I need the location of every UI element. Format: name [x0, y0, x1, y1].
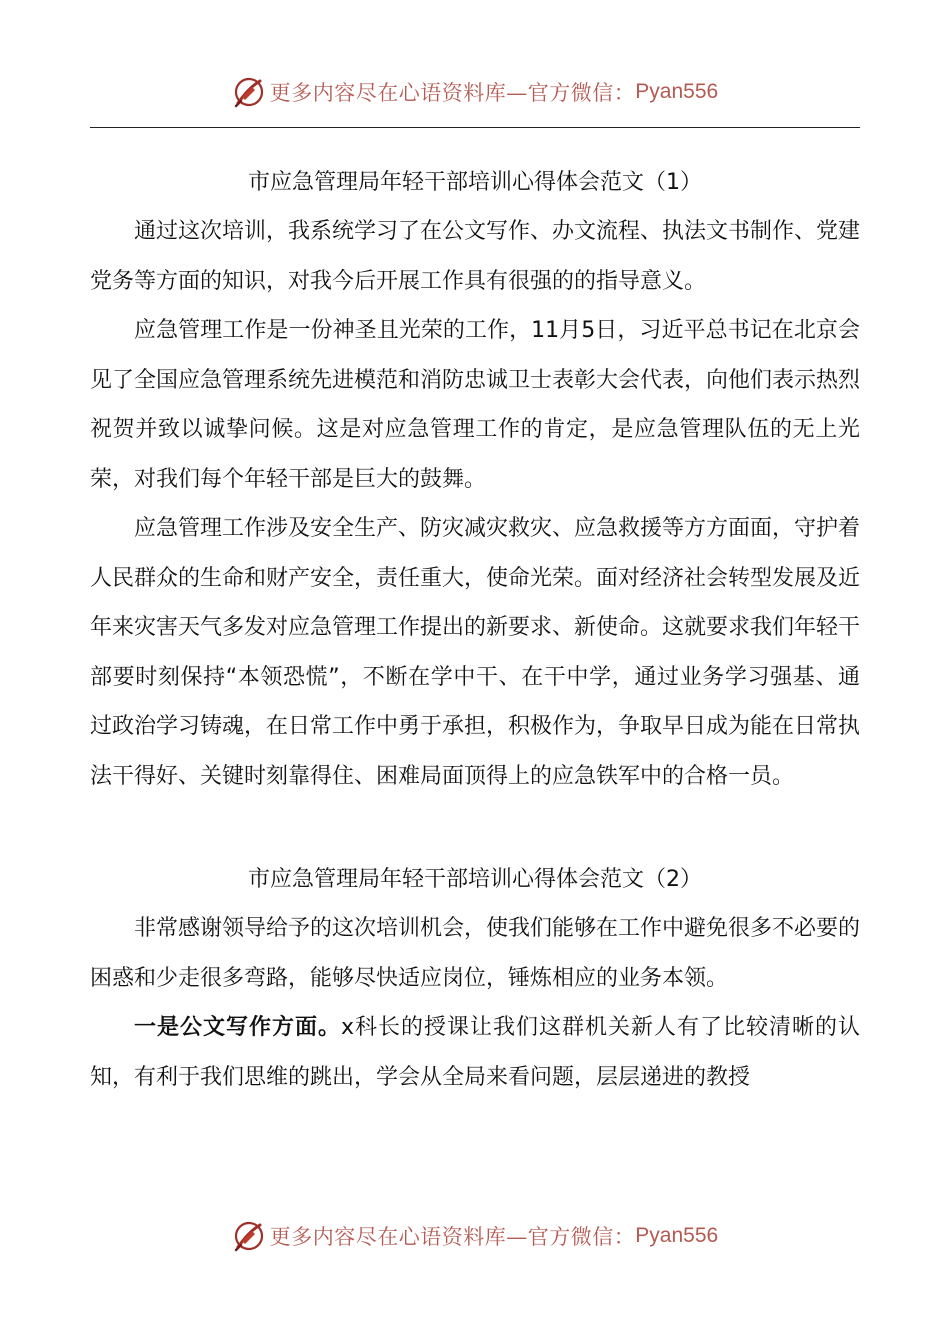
section-2-title: 市应急管理局年轻干部培训心得体会范文（2）: [248, 867, 702, 892]
section-1-title: 市应急管理局年轻干部培训心得体会范文（1）: [248, 170, 702, 195]
point-1-heading: 一是公文写作方面。: [134, 1015, 341, 1040]
section-2-point-1: [90, 1003, 860, 1102]
banner-text: 更多内容尽在心语资料库—官方微信：: [269, 1225, 636, 1249]
banner-wechat-id: Pyan556: [635, 80, 719, 103]
section-spacer: [90, 801, 860, 855]
point-1-text: x科长的授课让我们这群机关新人有了比较清晰的认知，有利于我们思维的跳出，学会从全局来看问题，层层递进的教授: [90, 1015, 860, 1090]
footer-banner: [0, 1214, 950, 1258]
section-2-paragraph: 非常感谢领导给予的这次培训机会，使我们能够在工作中避免很多不必要的困惑和少走很多弯路，能够尽快适应岗位，锤炼相应的业务本领。: [90, 916, 861, 991]
section-1-paragraph: 应急管理工作涉及安全生产、防灾减灾救灾、应急救援等方方面面，守护着人民群众的生命和财产安全，责任重大，使命光荣。面对经济社会转型发展及近年来灾害天气多发对应急管理工作提出的新要求、新使命。这就要求我们年轻干部要时刻保持“本领恐慌”，不断在学中干、在干中学，通过业务学习强基、通过政治学习铸魂，在日常工作中勇于承担，积极作为，争取早日成为能在日常执法干得好、关键时刻靠得住、困难局面顶得上的应急铁军中的合格一员。: [90, 516, 861, 789]
header-divider: [90, 127, 860, 128]
pen-logo-icon: [232, 75, 266, 109]
section-1-paragraph: 应急管理工作是一份神圣且光荣的工作，11月5日，习近平总书记在北京会见了全国应急管理系统先进模范和消防忠诚卫士表彰大会代表，向他们表示热烈祝贺并致以诚挚问候。这是对应急管理工作的肯定，是应急管理队伍的无上光荣，对我们每个年轻干部是巨大的鼓舞。: [90, 318, 861, 492]
pen-logo-icon: [232, 1219, 266, 1253]
document-body: [90, 158, 860, 1102]
banner-text: 更多内容尽在心语资料库—官方微信：: [269, 81, 636, 105]
banner-wechat-id: Pyan556: [635, 1224, 719, 1247]
header-banner: [0, 70, 950, 114]
section-1-paragraph: 通过这次培训，我系统学习了在公文写作、办文流程、执法文书制作、党建党务等方面的知识，对我今后开展工作具有很强的的指导意义。: [90, 219, 861, 294]
